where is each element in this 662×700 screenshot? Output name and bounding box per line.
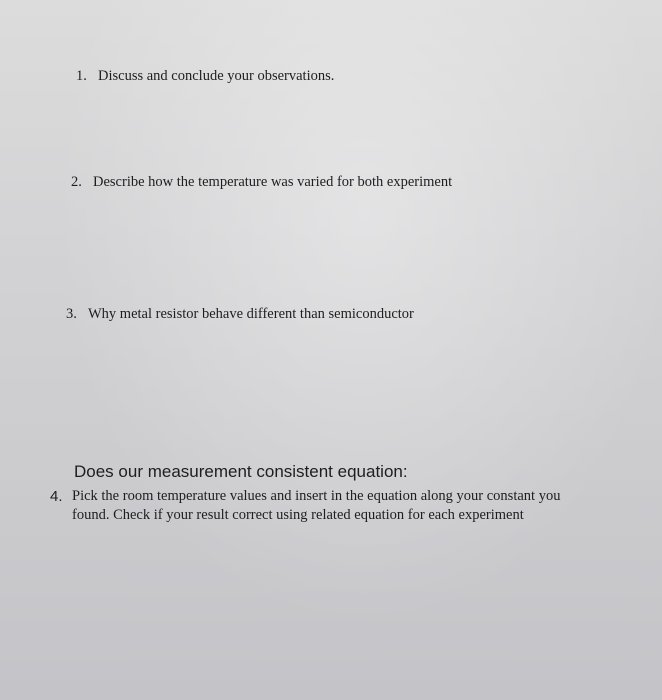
section-heading: Does our measurement consistent equation: [74,462,408,481]
question-text: Discuss and conclude your observations. [98,68,335,84]
question-text: Describe how the temperature was varied for both experiment [93,174,453,190]
question-2 [71,173,452,192]
question-text: Why metal resistor behave different than semiconductor [88,306,414,322]
question-number: 4. [50,488,63,505]
question-number: 2. [71,174,82,190]
question-text-line-1: Pick the room temperature values and insert in the equation along your constant you [72,488,561,504]
question-number: 3. [66,306,77,322]
question-1 [76,67,334,86]
question-text-line-2: found. Check if your result correct using related equation for each experiment [72,507,524,523]
question-4 [50,487,640,525]
question-3 [66,305,414,324]
question-number: 1. [76,68,87,84]
